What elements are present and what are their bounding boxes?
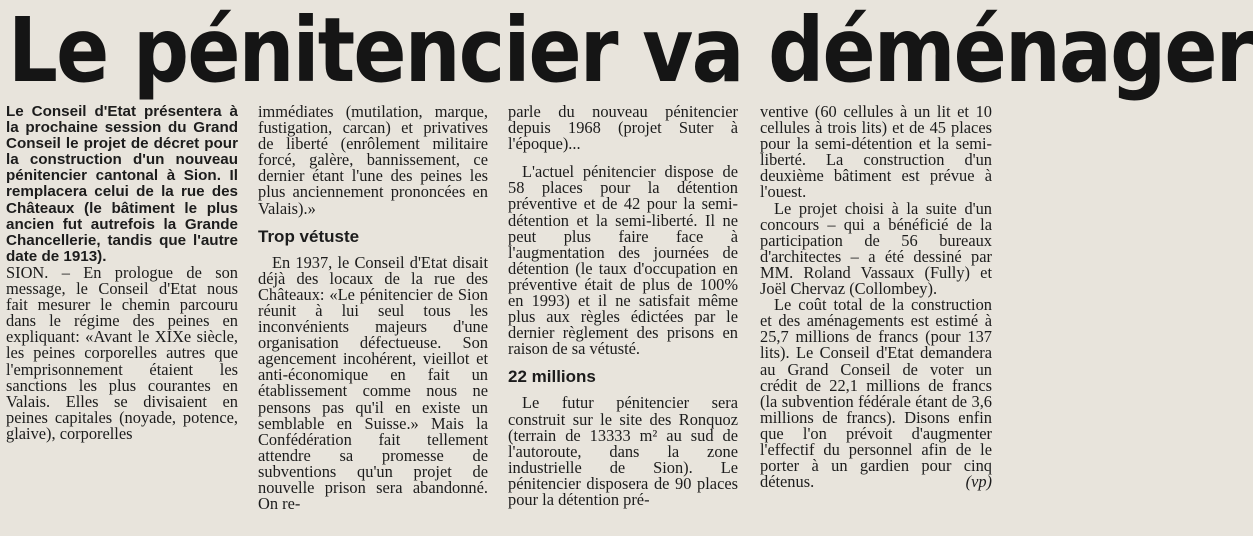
paragraph: En 1937, le Conseil d'Etat disait déjà des locaux de la rue des Châteaux: «Le pénitencier de Sion réunit à lui seul tous les inconvénients majeurs d'une organisation défectueuse. Son agencement incohérent, vieillot et anti-économique en fait un établissement comme nous ne pensons pas qu'il en existe un semblable en Suisse.» Mais la Confédération fait tellement attendre sa promesse de subventions qu'un projet de nouvelle prison sera abandonné. On re- — [258, 252, 488, 514]
author-signature: (vp) — [965, 472, 992, 492]
article-lead: Le Conseil d'Etat présentera à la prochaine session du Grand Conseil le projet de décret pour la construction d'un nouveau pénitencier cantonal à Sion. Il remplacera celui de la rue des Châteaux (le bâtiment le plus ancien fut autrefois la Grande Chancellerie, tandis que l'autre date de 1913). — [6, 103, 238, 265]
paragraph: Le futur pénitencier sera construit sur le site des Ronquoz (terrain de 13333 m² au sud de l'autoroute, dans la zone industrielle de Sion). Le pénitencier disposera de 90 places pour la détention pré- — [508, 393, 738, 509]
paragraph: L'actuel pénitencier dispose de 58 places pour la détention préventive et de 42 pour la semi-détention et la semi-liberté. Il ne peut plus faire face à l'augmentation des journées de détention (le taux d'occupation en préventive était de plus de 100% en 1993) et il ne satisfait même plus aux règles édictées par le dernier règlement des prisons en raison de sa vétusté. — [508, 162, 738, 359]
article-headline: Le pénitencier va déménager — [8, 0, 1253, 102]
column-2 — [258, 104, 488, 512]
paragraph-text: Le coût total de la construction et des aménagements est estimé à 25,7 millions de francs (pour 137 lits). Le Conseil d'Etat demandera au Grand Conseil de voter un crédit de 22,1 millions de francs (la subvention fédérale étant de 3,6 millions de francs). Disons enfin que l'on prévoit d'augmenter l'effectif du personnel afin de le porter à un gardien pour cinq détenus. — [760, 295, 992, 492]
subheading-trop-vetuste: Trop vétuste — [258, 226, 360, 246]
paragraph: immédiates (mutilation, marque, fustigation, carcan) et privatives de liberté (enrôlement militaire forcé, galère, bannissement, ce dernier étant l'une des peines les plus anciennement prononcées en Valais).» — [258, 102, 488, 218]
subheading-22-millions: 22 millions — [508, 367, 596, 387]
paragraph: SION. – En prologue de son message, le Conseil d'Etat nous fait mesurer le chemin parcouru dans le régime des peines en expliquant: «Avant le XIXe siècle, les peines corporelles autres que l'emprisonnement étaient les sanctions les plus courantes en Valais. Elles se divisaient en peines capitales (noyade, potence, glaive), corporelles — [6, 262, 238, 443]
column-3 — [508, 104, 738, 508]
paragraph: parle du nouveau pénitencier depuis 1968 (projet Suter à l'époque)... — [508, 102, 738, 154]
column-4 — [760, 104, 992, 490]
paragraph: ventive (60 cellules à un lit et 10 cellules à trois lits) et de 45 places pour la semi-détention et la semi-liberté. La construction d'un deuxième bâtiment est prévue à l'ouest. — [760, 102, 992, 202]
paragraph — [760, 297, 992, 490]
paragraph: Le projet choisi à la suite d'un concours – qui a bénéficié de la participation de 56 bureaux d'architectes – a été dessiné par MM. Roland Vassaux (Fully) et Joël Chervaz (Collombey). — [760, 198, 992, 299]
column-1 — [6, 104, 238, 442]
